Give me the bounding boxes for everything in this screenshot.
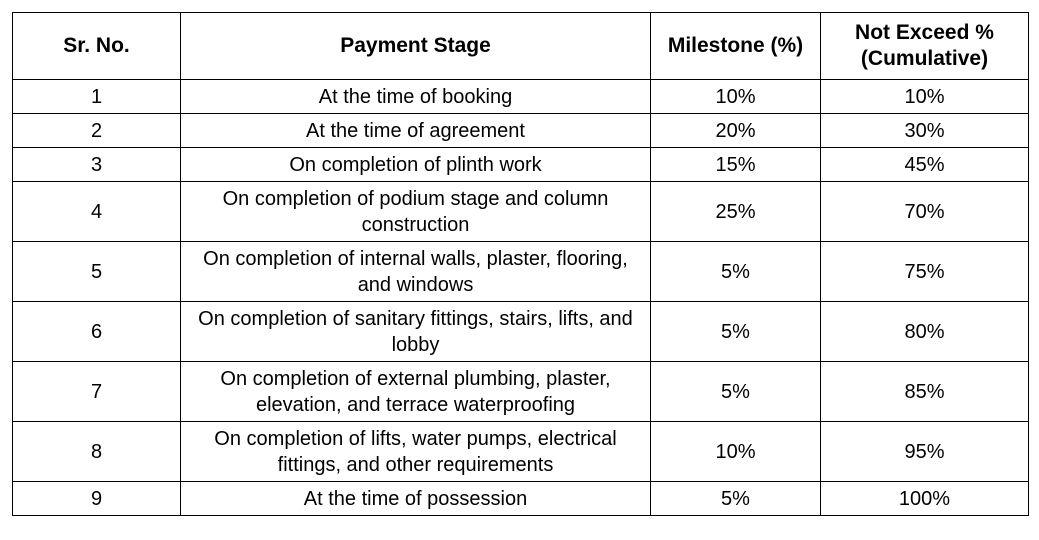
cell-sr-no: 6 [13, 302, 181, 362]
cell-sr-no: 5 [13, 242, 181, 302]
cell-sr-no: 4 [13, 182, 181, 242]
header-payment-stage: Payment Stage [181, 13, 651, 80]
cell-milestone: 10% [651, 422, 821, 482]
table-row [13, 114, 1029, 148]
cell-payment-stage: At the time of agreement [181, 114, 651, 148]
cell-payment-stage: On completion of lifts, water pumps, electrical fittings, and other requirements [181, 422, 651, 482]
header-sr-no: Sr. No. [13, 13, 181, 80]
cell-payment-stage: On completion of external plumbing, plaster, elevation, and terrace waterproofing [181, 362, 651, 422]
cell-cumulative: 70% [821, 182, 1029, 242]
cell-sr-no: 7 [13, 362, 181, 422]
cell-payment-stage: On completion of podium stage and column construction [181, 182, 651, 242]
table-row [13, 148, 1029, 182]
table-row [13, 182, 1029, 242]
table-row [13, 362, 1029, 422]
table-row [13, 422, 1029, 482]
header-not-exceed: Not Exceed % (Cumulative) [821, 13, 1029, 80]
table-row [13, 242, 1029, 302]
cell-sr-no: 8 [13, 422, 181, 482]
cell-cumulative: 80% [821, 302, 1029, 362]
payment-schedule-table [12, 12, 1029, 516]
cell-sr-no: 9 [13, 482, 181, 516]
cell-milestone: 5% [651, 242, 821, 302]
cell-cumulative: 100% [821, 482, 1029, 516]
cell-milestone: 20% [651, 114, 821, 148]
cell-milestone: 10% [651, 80, 821, 114]
cell-payment-stage: On completion of plinth work [181, 148, 651, 182]
cell-milestone: 5% [651, 302, 821, 362]
cell-sr-no: 2 [13, 114, 181, 148]
cell-cumulative: 10% [821, 80, 1029, 114]
cell-payment-stage: On completion of internal walls, plaster, flooring, and windows [181, 242, 651, 302]
cell-payment-stage: At the time of booking [181, 80, 651, 114]
cell-milestone: 25% [651, 182, 821, 242]
cell-milestone: 5% [651, 362, 821, 422]
cell-cumulative: 95% [821, 422, 1029, 482]
table-row [13, 302, 1029, 362]
cell-milestone: 15% [651, 148, 821, 182]
header-milestone: Milestone (%) [651, 13, 821, 80]
cell-cumulative: 85% [821, 362, 1029, 422]
cell-cumulative: 75% [821, 242, 1029, 302]
header-row [13, 13, 1029, 80]
cell-payment-stage: On completion of sanitary fittings, stairs, lifts, and lobby [181, 302, 651, 362]
cell-sr-no: 1 [13, 80, 181, 114]
table-row [13, 80, 1029, 114]
cell-cumulative: 45% [821, 148, 1029, 182]
cell-sr-no: 3 [13, 148, 181, 182]
cell-payment-stage: At the time of possession [181, 482, 651, 516]
cell-cumulative: 30% [821, 114, 1029, 148]
cell-milestone: 5% [651, 482, 821, 516]
table-row [13, 482, 1029, 516]
